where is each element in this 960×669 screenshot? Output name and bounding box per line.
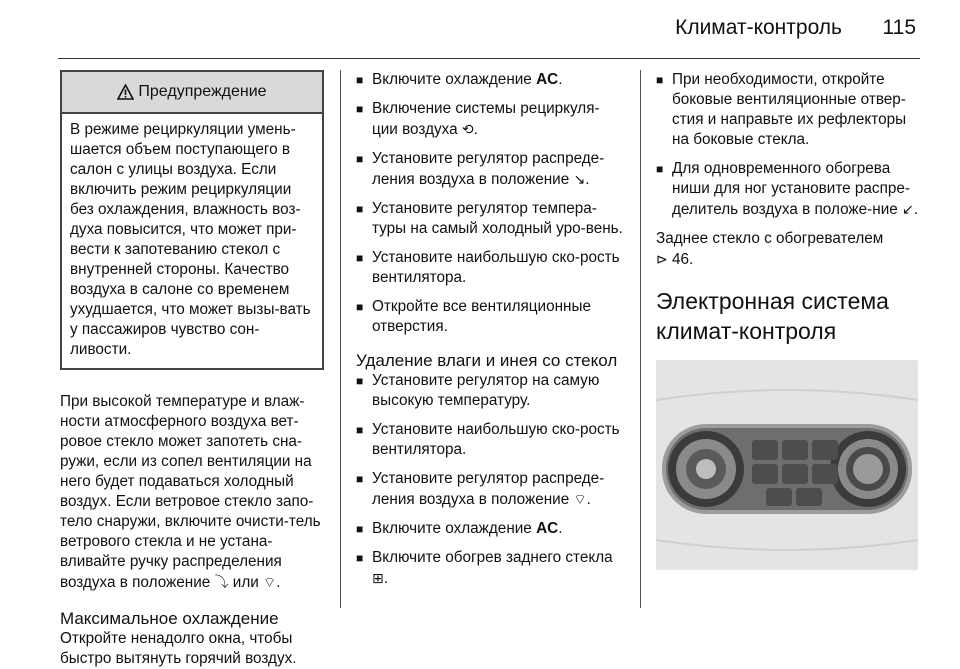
list-item	[356, 199, 624, 239]
list-item	[356, 519, 624, 539]
air-distribution-head-icon: ↘	[573, 171, 586, 187]
list-item-end: .	[383, 570, 388, 587]
page-reference[interactable]: 46.	[671, 251, 694, 268]
list-item-text: Установите регулятор темпера-туры на самый холодный уро-вень.	[372, 200, 623, 237]
ac-label: AC	[536, 520, 559, 537]
section-heading-electronic-climate: Электронная система климат-контроля	[656, 288, 889, 344]
list-item	[356, 99, 624, 140]
list-item-end: .	[585, 171, 590, 188]
section-heading-defog: Удаление влаги и инея со стекол	[356, 351, 618, 370]
ac-label: AC	[536, 71, 559, 88]
list-item	[356, 420, 624, 460]
warning-text: В режиме рециркуляции умень-шается объем поступающего в салон с улицы воздуха. Если включить режим рециркуляции без охлаждения, влажность воз-духа повысится, что может при-вести к запотеванию стекол с внутренней стороны. Качество воздуха в салоне со временем ухудшается, что может вызы-вать у пассажиров чувство сон-ливости.	[70, 121, 311, 358]
list-item	[356, 469, 624, 510]
column-divider	[340, 70, 341, 608]
list-item-text: Установите наибольшую ско-рость вентилятора.	[372, 249, 620, 286]
list-item	[356, 248, 624, 288]
list-item-text: При необходимости, откройте боковые вентиляционные отвер-стия и направьте их рефлекторы на боковые стекла.	[672, 71, 907, 148]
rear-window-heater-icon: ⊞	[372, 570, 384, 586]
list-item-text: Включение системы рециркуля-ции воздуха	[372, 100, 600, 138]
or-text: или	[232, 574, 259, 591]
list-item-end: .	[586, 491, 591, 508]
list-item-text: Установите регулятор на самую высокую температуру.	[372, 372, 600, 409]
max-cooling-text: Откройте ненадолго окна, чтобы быстро вытянуть горячий воздух.	[60, 630, 297, 667]
list-item	[356, 548, 624, 589]
list-item-text: Включите охлаждение	[372, 71, 537, 88]
page-title: Климат-контроль	[675, 16, 842, 39]
list-item	[356, 149, 624, 190]
climate-panel-illustration	[656, 360, 918, 570]
arrow-ref-icon: ⊳	[656, 251, 668, 267]
list-item-text: Установите наибольшую ско-рость вентилятора.	[372, 421, 620, 458]
air-distribution-windshield-icon: ⌔	[263, 574, 277, 590]
climate-control-panel-image	[656, 360, 918, 570]
list-item	[356, 297, 624, 337]
extra-steps-list	[656, 70, 922, 220]
rear-window-text: Заднее стекло с обогревателем	[656, 230, 884, 247]
list-item-text: Установите регулятор распреде-ления воздуха в положение	[372, 470, 605, 508]
column-2	[356, 70, 624, 598]
list-item-end: .	[913, 201, 918, 218]
period-text: .	[276, 574, 281, 591]
warning-box	[60, 70, 324, 370]
page-header	[0, 0, 960, 60]
list-item-end: .	[473, 121, 478, 138]
warning-triangle-icon	[117, 84, 134, 100]
list-item	[356, 70, 624, 90]
list-item-text: Установите регулятор распреде-ления воздуха в положение	[372, 150, 605, 188]
cooling-steps-list	[356, 70, 624, 337]
defog-steps-list	[356, 371, 624, 589]
fogging-paragraph	[60, 392, 324, 593]
column-3	[656, 70, 922, 570]
section-heading-max-cooling: Максимальное охлаждение	[60, 609, 279, 628]
air-distribution-feet-icon: ↙	[902, 201, 914, 217]
list-item-end: .	[558, 71, 563, 88]
header-rule	[58, 58, 920, 59]
column-1	[60, 70, 324, 669]
rear-window-reference	[656, 229, 922, 270]
list-item	[356, 371, 624, 411]
air-distribution-windshield-feet-icon: ⤵	[214, 574, 229, 590]
list-item-text: Включите охлаждение	[372, 520, 537, 537]
windshield-defrost-icon: ⌔	[573, 491, 587, 507]
list-item-text: Для одновременного обогрева ниши для ног установите распре-делитель воздуха в положе-ние	[672, 160, 910, 218]
warning-title: Предупреждение	[138, 83, 267, 100]
warning-header	[62, 72, 322, 114]
list-item-end: .	[558, 520, 563, 537]
list-item-text: Включите обогрев заднего стекла	[372, 549, 613, 566]
page-number: 115	[882, 16, 916, 39]
list-item-text: Откройте все вентиляционные отверстия.	[372, 298, 591, 335]
fogging-text: При высокой температуре и влаж-ности атмосферного воздуха вет-ровое стекло может запотеть сна-ружи, если из сопел вентиляции на него будет подаваться холодный воздух. Если ветровое стекло запо-тело снаружи, включите очисти-тель ветрового стекла и не устана-вливайте ручку распределения воздуха в положение	[60, 393, 321, 591]
recirculation-icon: ⟲	[461, 121, 474, 137]
column-divider	[640, 70, 641, 608]
list-item	[656, 159, 922, 220]
list-item	[656, 70, 922, 150]
